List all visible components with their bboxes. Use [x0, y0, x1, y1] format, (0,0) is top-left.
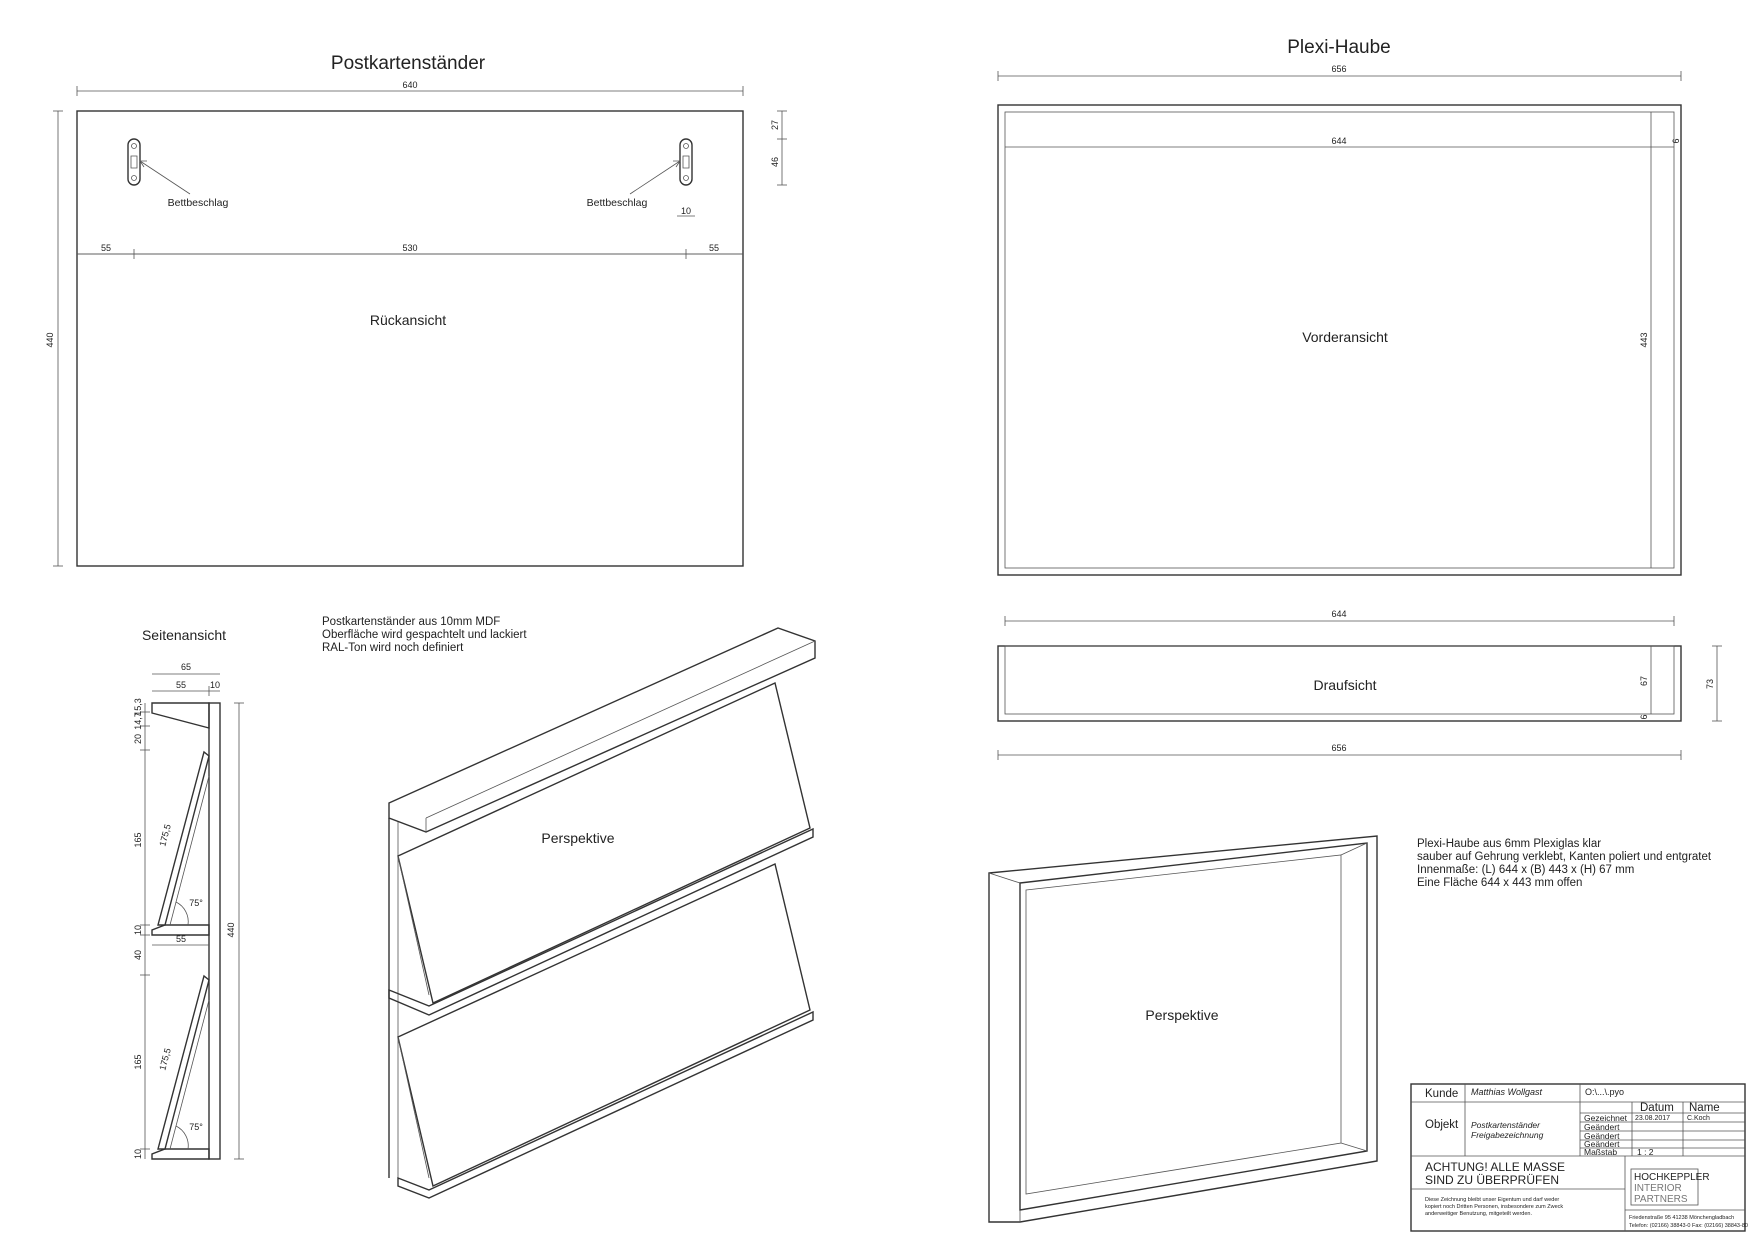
note-line: Postkartenständer aus 10mm MDF [322, 616, 501, 628]
logo-line: INTERIOR [1634, 1183, 1682, 1194]
note-line: RAL-Ton wird noch definiert [322, 642, 464, 654]
tb-kunde-value: Matthias Wollgast [1471, 1087, 1543, 1097]
label-perspektive-staender: Perspektive [541, 830, 615, 846]
haube-persp-inner [1020, 843, 1367, 1210]
dim-65: 65 [180, 662, 192, 672]
persp-top-lip [389, 628, 815, 832]
callout-leader-left [140, 161, 190, 194]
label-perspektive-haube: Perspektive [1145, 1007, 1219, 1023]
tb-name-header: Name [1689, 1102, 1720, 1114]
tb-row-name: C.Koch [1687, 1115, 1710, 1122]
dim-chain-upper-2: 20 [133, 733, 143, 745]
perspektive-staender-view [389, 628, 815, 1198]
logo-line: HOCHKEPPLER [1634, 1172, 1710, 1183]
dim-6-inner: 6 [1671, 138, 1681, 144]
title-postkartenstaender: Postkartenständer [330, 53, 486, 74]
dim-55-right: 55 [708, 243, 720, 253]
logo-line: PARTNERS [1634, 1194, 1688, 1205]
dim-10-small: 10 [680, 206, 692, 216]
note-line: sauber auf Gehrung verklebt, Kanten poliert und entgratet [1417, 851, 1712, 863]
dim-440: 440 [45, 332, 55, 348]
dim-73: 73 [1705, 678, 1715, 690]
dim-530: 530 [402, 243, 418, 253]
tb-datum-header: Datum [1640, 1102, 1674, 1114]
dim-chain-upper-3: 165 [133, 832, 143, 848]
label-vorderansicht: Vorderansicht [1302, 329, 1388, 345]
tb-objekt-line2: Freigabezeichnung [1471, 1130, 1544, 1140]
callout-leader-right [630, 161, 680, 194]
dim-640: 640 [402, 80, 418, 90]
dim-angle-lower: 75° [189, 1122, 203, 1132]
tb-disclaimer: kopiert noch Dritten Personen, insbesondere zum Zweck [1425, 1204, 1564, 1210]
dim-656-top: 656 [1331, 64, 1347, 74]
dim-644-drauf: 644 [1331, 609, 1347, 619]
dim-67: 67 [1639, 675, 1649, 687]
tb-row-label: Geändert [1584, 1122, 1620, 1132]
dim-656-drauf: 656 [1331, 743, 1347, 753]
dim-chain-lower-2: 10 [133, 1148, 143, 1160]
title-plexi-haube: Plexi-Haube [1287, 37, 1391, 58]
tb-row-label: Gezeichnet [1584, 1113, 1627, 1123]
arrowhead [673, 161, 680, 167]
tb-massstab-label: Maßstab [1584, 1147, 1618, 1157]
dim-46: 46 [770, 156, 780, 168]
note-line: Eine Fläche 644 x 443 mm offen [1417, 877, 1583, 889]
dim-angle-upper: 75° [189, 898, 203, 908]
tb-warning-line1: ACHTUNG! ALLE MASSE [1425, 1160, 1566, 1174]
side-upper-angle-arc [176, 902, 188, 925]
dim-chain-upper-1: 14,7 [133, 712, 143, 730]
persp-lower-board [398, 864, 810, 1186]
arrowhead [140, 161, 147, 167]
dim-chain-lower-0: 40 [133, 949, 143, 961]
dim-chain-lower-1: 165 [133, 1054, 143, 1070]
side-back-panel [209, 703, 220, 1159]
label-draufsicht: Draufsicht [1313, 677, 1377, 693]
side-lower-angle-arc [176, 1126, 188, 1149]
dim-10-top: 10 [209, 680, 221, 690]
dim-175-upper: 175,5 [157, 823, 173, 848]
tb-address-1: Friedenstraße 95 41238 Mönchengladbach [1629, 1215, 1735, 1221]
persp-edge [398, 856, 429, 995]
tb-massstab-value: 1 : 2 [1637, 1147, 1654, 1157]
dim-443: 443 [1639, 332, 1649, 348]
perspektive-haube-view [989, 836, 1377, 1222]
rueckansicht-view [45, 80, 787, 566]
persp-edge [398, 1037, 429, 1178]
dim-55-top: 55 [175, 680, 187, 690]
persp-edge [426, 641, 815, 818]
hochkeppler-logo [1631, 1169, 1710, 1205]
draufsicht-view [998, 609, 1722, 760]
note-line: Oberfläche wird gespachtelt und lackiert [322, 629, 527, 641]
tb-path: O:\...\.pyo [1585, 1087, 1625, 1097]
seitenansicht-view [133, 627, 244, 1159]
tb-row-label: Geändert [1584, 1139, 1620, 1149]
rueckansicht-panel [77, 111, 743, 566]
tb-disclaimer: anderweitiger Benutzung, mitgeteilt werden. [1425, 1211, 1533, 1217]
notes-haube [1417, 838, 1712, 889]
tb-objekt-line1: Postkartenständer [1471, 1120, 1540, 1130]
callout-bettbeschlag-left: Bettbeschlag [167, 197, 229, 209]
dim-175-lower: 175,5 [157, 1047, 173, 1072]
notes-staender [322, 616, 527, 654]
note-line: Plexi-Haube aus 6mm Plexiglas klar [1417, 838, 1602, 850]
dim-chain-upper-4: 10 [133, 924, 143, 936]
dim-644-inner: 644 [1331, 136, 1347, 146]
haube-persp-edge [1341, 1143, 1367, 1151]
label-rueckansicht: Rückansicht [369, 312, 447, 328]
title-block [1411, 1084, 1748, 1231]
bettbeschlag-icon [680, 139, 692, 185]
callout-bettbeschlag-right: Bettbeschlag [586, 197, 648, 209]
tb-row-date: 23.08.2017 [1635, 1115, 1671, 1122]
dim-side-440: 440 [226, 922, 236, 938]
tb-kunde-label: Kunde [1425, 1088, 1459, 1100]
note-line: Innenmaße: (L) 644 x (B) 443 x (H) 67 mm [1417, 864, 1635, 876]
tb-warning-line2: SIND ZU ÜBERPRÜFEN [1425, 1173, 1560, 1187]
bettbeschlag-icon [128, 139, 140, 185]
dim-6-drauf: 6 [1639, 714, 1649, 720]
dim-55-left: 55 [100, 243, 112, 253]
tb-disclaimer: Diese Zeichnung bleibt unser Eigentum und darf weder [1425, 1197, 1560, 1203]
haube-persp-outer [989, 836, 1377, 1222]
tb-address-2: Telefon: (02166) 38843-0 Fax: (02166) 38843-80 [1629, 1223, 1748, 1229]
side-lower-tray [152, 1149, 209, 1159]
haube-persp-edge [989, 873, 1020, 883]
side-upper-top-lip [152, 703, 209, 728]
vorderansicht-view [998, 64, 1681, 575]
label-seitenansicht: Seitenansicht [141, 627, 227, 643]
tb-objekt-label: Objekt [1425, 1119, 1459, 1131]
dim-55-mid: 55 [175, 934, 187, 944]
dim-chain-upper-0: 15,3 [133, 698, 143, 716]
haube-persp-depth [1026, 855, 1341, 1194]
dim-27: 27 [770, 119, 780, 131]
tb-row-label: Geändert [1584, 1131, 1620, 1141]
